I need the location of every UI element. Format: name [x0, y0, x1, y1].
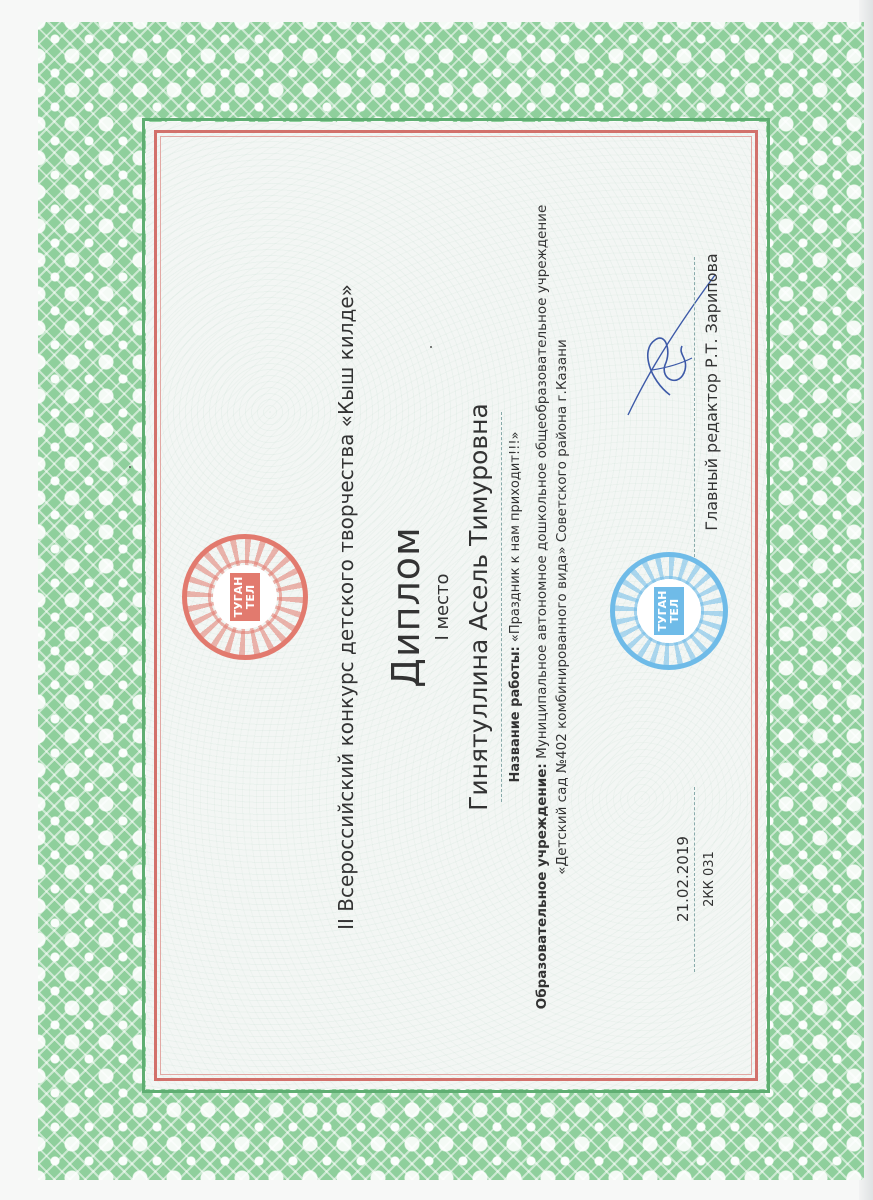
certificate-content: [162, 132, 752, 1082]
serial-number: 2КК 031: [702, 851, 717, 907]
institution-label: Образовательное учреждение:: [534, 763, 550, 1010]
seal-red-text-line1: ТУГАН: [232, 576, 245, 618]
diploma-heading: Диплом: [384, 526, 428, 688]
dust-speck: [129, 466, 131, 468]
work-title-line: [508, 132, 523, 1082]
institution-line-2: «Детский сад №402 комбинированного вида» Советского района г.Казани: [554, 339, 570, 875]
signer-name: Главный редактор Р.Т. Зарипова: [702, 253, 721, 531]
institution-line-1: [534, 132, 550, 1082]
date-underline: [694, 787, 695, 972]
seal-red-text-line2: ТЕЛ: [244, 584, 257, 610]
issue-date: 21.02.2019: [674, 836, 692, 922]
place-award: I место: [432, 573, 453, 641]
dust-speck: [430, 346, 432, 348]
winner-underline: [501, 412, 502, 802]
contest-title: II Всероссийский конкурс детского творчества «Кыш килде»: [334, 284, 358, 930]
institution-name-part1: Муниципальное автономное дошкольное общеобразовательное учреждение: [534, 204, 550, 764]
signature-underline: [694, 257, 695, 557]
work-title: «Праздник к нам приходит!!!»: [508, 431, 523, 647]
seal-blue-text-line1: ТУГАН: [656, 590, 669, 632]
work-label: Название работы:: [508, 646, 523, 783]
seal-blue-text-line2: ТЕЛ: [668, 598, 681, 624]
winner-name: Гинятуллина Асель Тимуровна: [464, 403, 493, 811]
